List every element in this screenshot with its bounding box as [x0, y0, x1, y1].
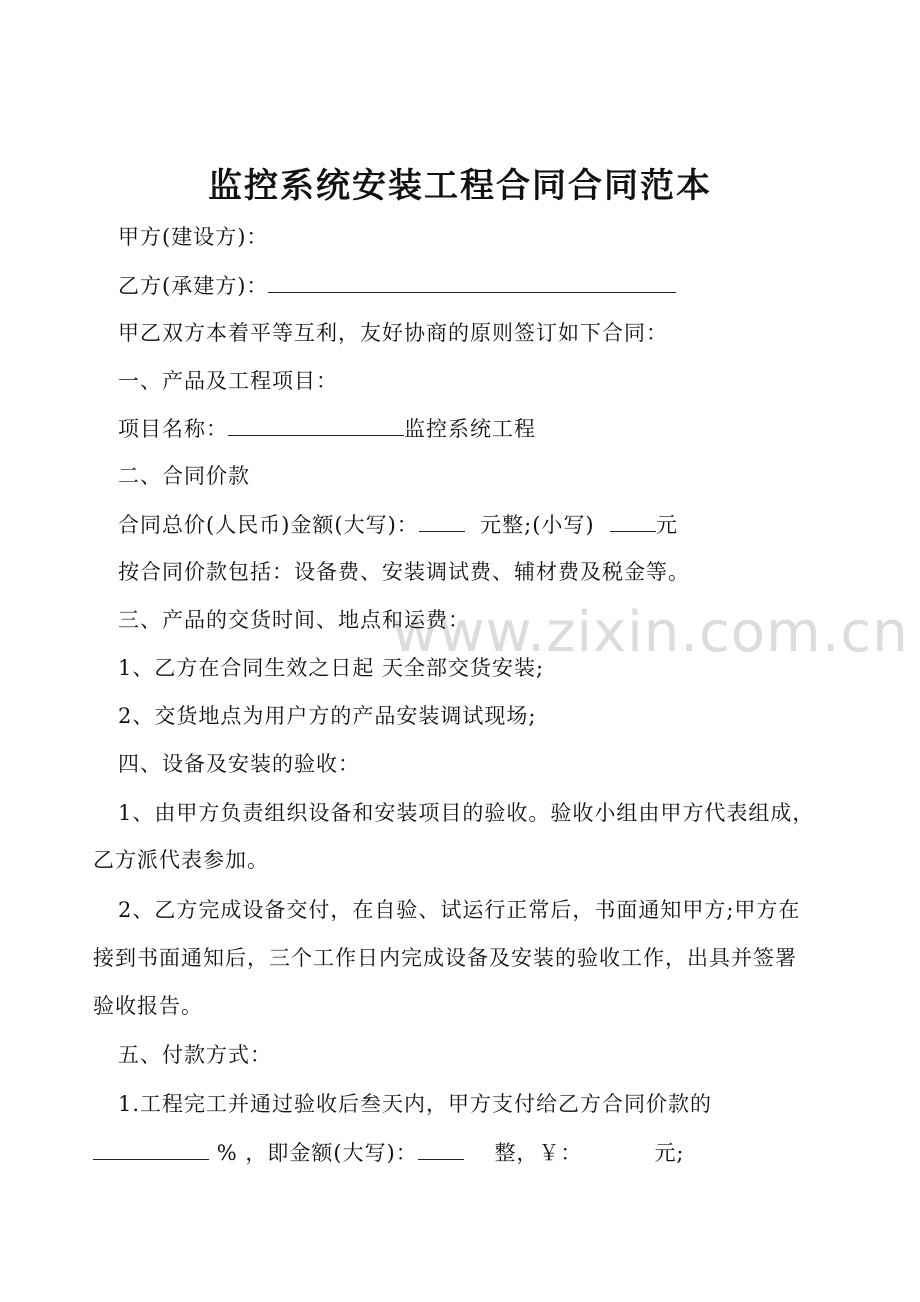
item-3-2-text: 2、交货地点为用户方的产品安装调试现场;: [118, 704, 537, 728]
section-3-text: 三、产品的交货时间、地点和运费：: [118, 608, 470, 632]
section-2-heading: [118, 459, 250, 493]
payment-yuan-text: 元;: [654, 1141, 685, 1165]
section-5-heading: [118, 1038, 272, 1072]
party-a-label: 甲方(建设方)：: [118, 225, 269, 249]
item-4-2-text-b: 接到书面通知后，三个工作日内完成设备及安装的验收工作，出具并签署: [93, 946, 797, 970]
party-b-line: [118, 268, 676, 302]
price-line: [118, 507, 678, 541]
item-4-1-line-1: [118, 796, 814, 830]
price-capital-blank[interactable]: [419, 507, 465, 532]
item-4-2-text-a: 2、乙方完成设备交付，在自验、试运行正常后，书面通知甲方;甲方在: [118, 898, 801, 922]
preamble-line: [118, 316, 668, 350]
item-3-2-line: [118, 699, 536, 733]
preamble-text: 甲乙双方本着平等互利，友好协商的原则签订如下合同：: [118, 321, 668, 345]
item-4-2-line-3: [93, 989, 203, 1023]
percent-sign: %: [216, 1141, 238, 1165]
payment-capital-blank[interactable]: [418, 1135, 464, 1160]
watermark: www.zixin.com.cn: [392, 600, 909, 665]
party-a-line: [118, 220, 268, 254]
section-4-heading: [118, 747, 360, 781]
section-5-text: 五、付款方式：: [118, 1043, 272, 1067]
project-name-suffix: 监控系统工程: [404, 417, 536, 441]
item-4-2-line-1: [118, 893, 800, 927]
price-mid-text: 元整;(小写): [480, 513, 595, 537]
section-1-text: 一、产品及工程项目：: [118, 369, 338, 393]
project-name-line: [118, 411, 536, 445]
project-name-label: 项目名称：: [118, 417, 228, 441]
section-3-heading: [118, 603, 470, 637]
item-5-1-text-a: 1.工程完工并通过验收后叁天内，甲方支付给乙方合同价款的: [118, 1092, 713, 1116]
amount-capital-label: ，即金额(大写)：: [245, 1141, 418, 1165]
item-5-1-line-2: [93, 1135, 685, 1169]
payment-percent-blank[interactable]: [93, 1135, 209, 1160]
price-includes-text: 按合同价款包括：设备费、安装调试费、辅材费及税金等。: [118, 560, 690, 584]
price-includes-line: [118, 555, 690, 589]
section-2-text: 二、合同价款: [118, 464, 250, 488]
item-4-1-text-a: 1、由甲方负责组织设备和安装项目的验收。验收小组由甲方代表组成，: [118, 801, 815, 825]
section-1-heading: [118, 364, 338, 398]
item-3-1-text: 1、乙方在合同生效之日起 天全部交货安装;: [118, 656, 545, 680]
document-title: 监控系统安装工程合同合同范本: [208, 166, 712, 206]
price-unit: 元: [655, 513, 678, 537]
price-figure-blank[interactable]: [610, 507, 656, 532]
item-4-1-line-2: [93, 843, 269, 877]
item-3-1-line: [118, 651, 544, 685]
party-b-label: 乙方(承建方)：: [118, 274, 269, 298]
price-label: 合同总价(人民币)金额(大写)：: [118, 513, 419, 537]
item-4-1-text-b: 乙方派代表参加。: [93, 848, 269, 872]
party-b-blank[interactable]: [268, 268, 676, 293]
payment-zheng-text: 整，￥：: [494, 1141, 583, 1165]
item-5-1-line-1: [118, 1087, 712, 1121]
item-4-2-text-c: 验收报告。: [93, 994, 203, 1018]
project-name-blank[interactable]: [228, 411, 404, 436]
item-4-2-line-2: [93, 941, 797, 975]
section-4-text: 四、设备及安装的验收：: [118, 752, 360, 776]
